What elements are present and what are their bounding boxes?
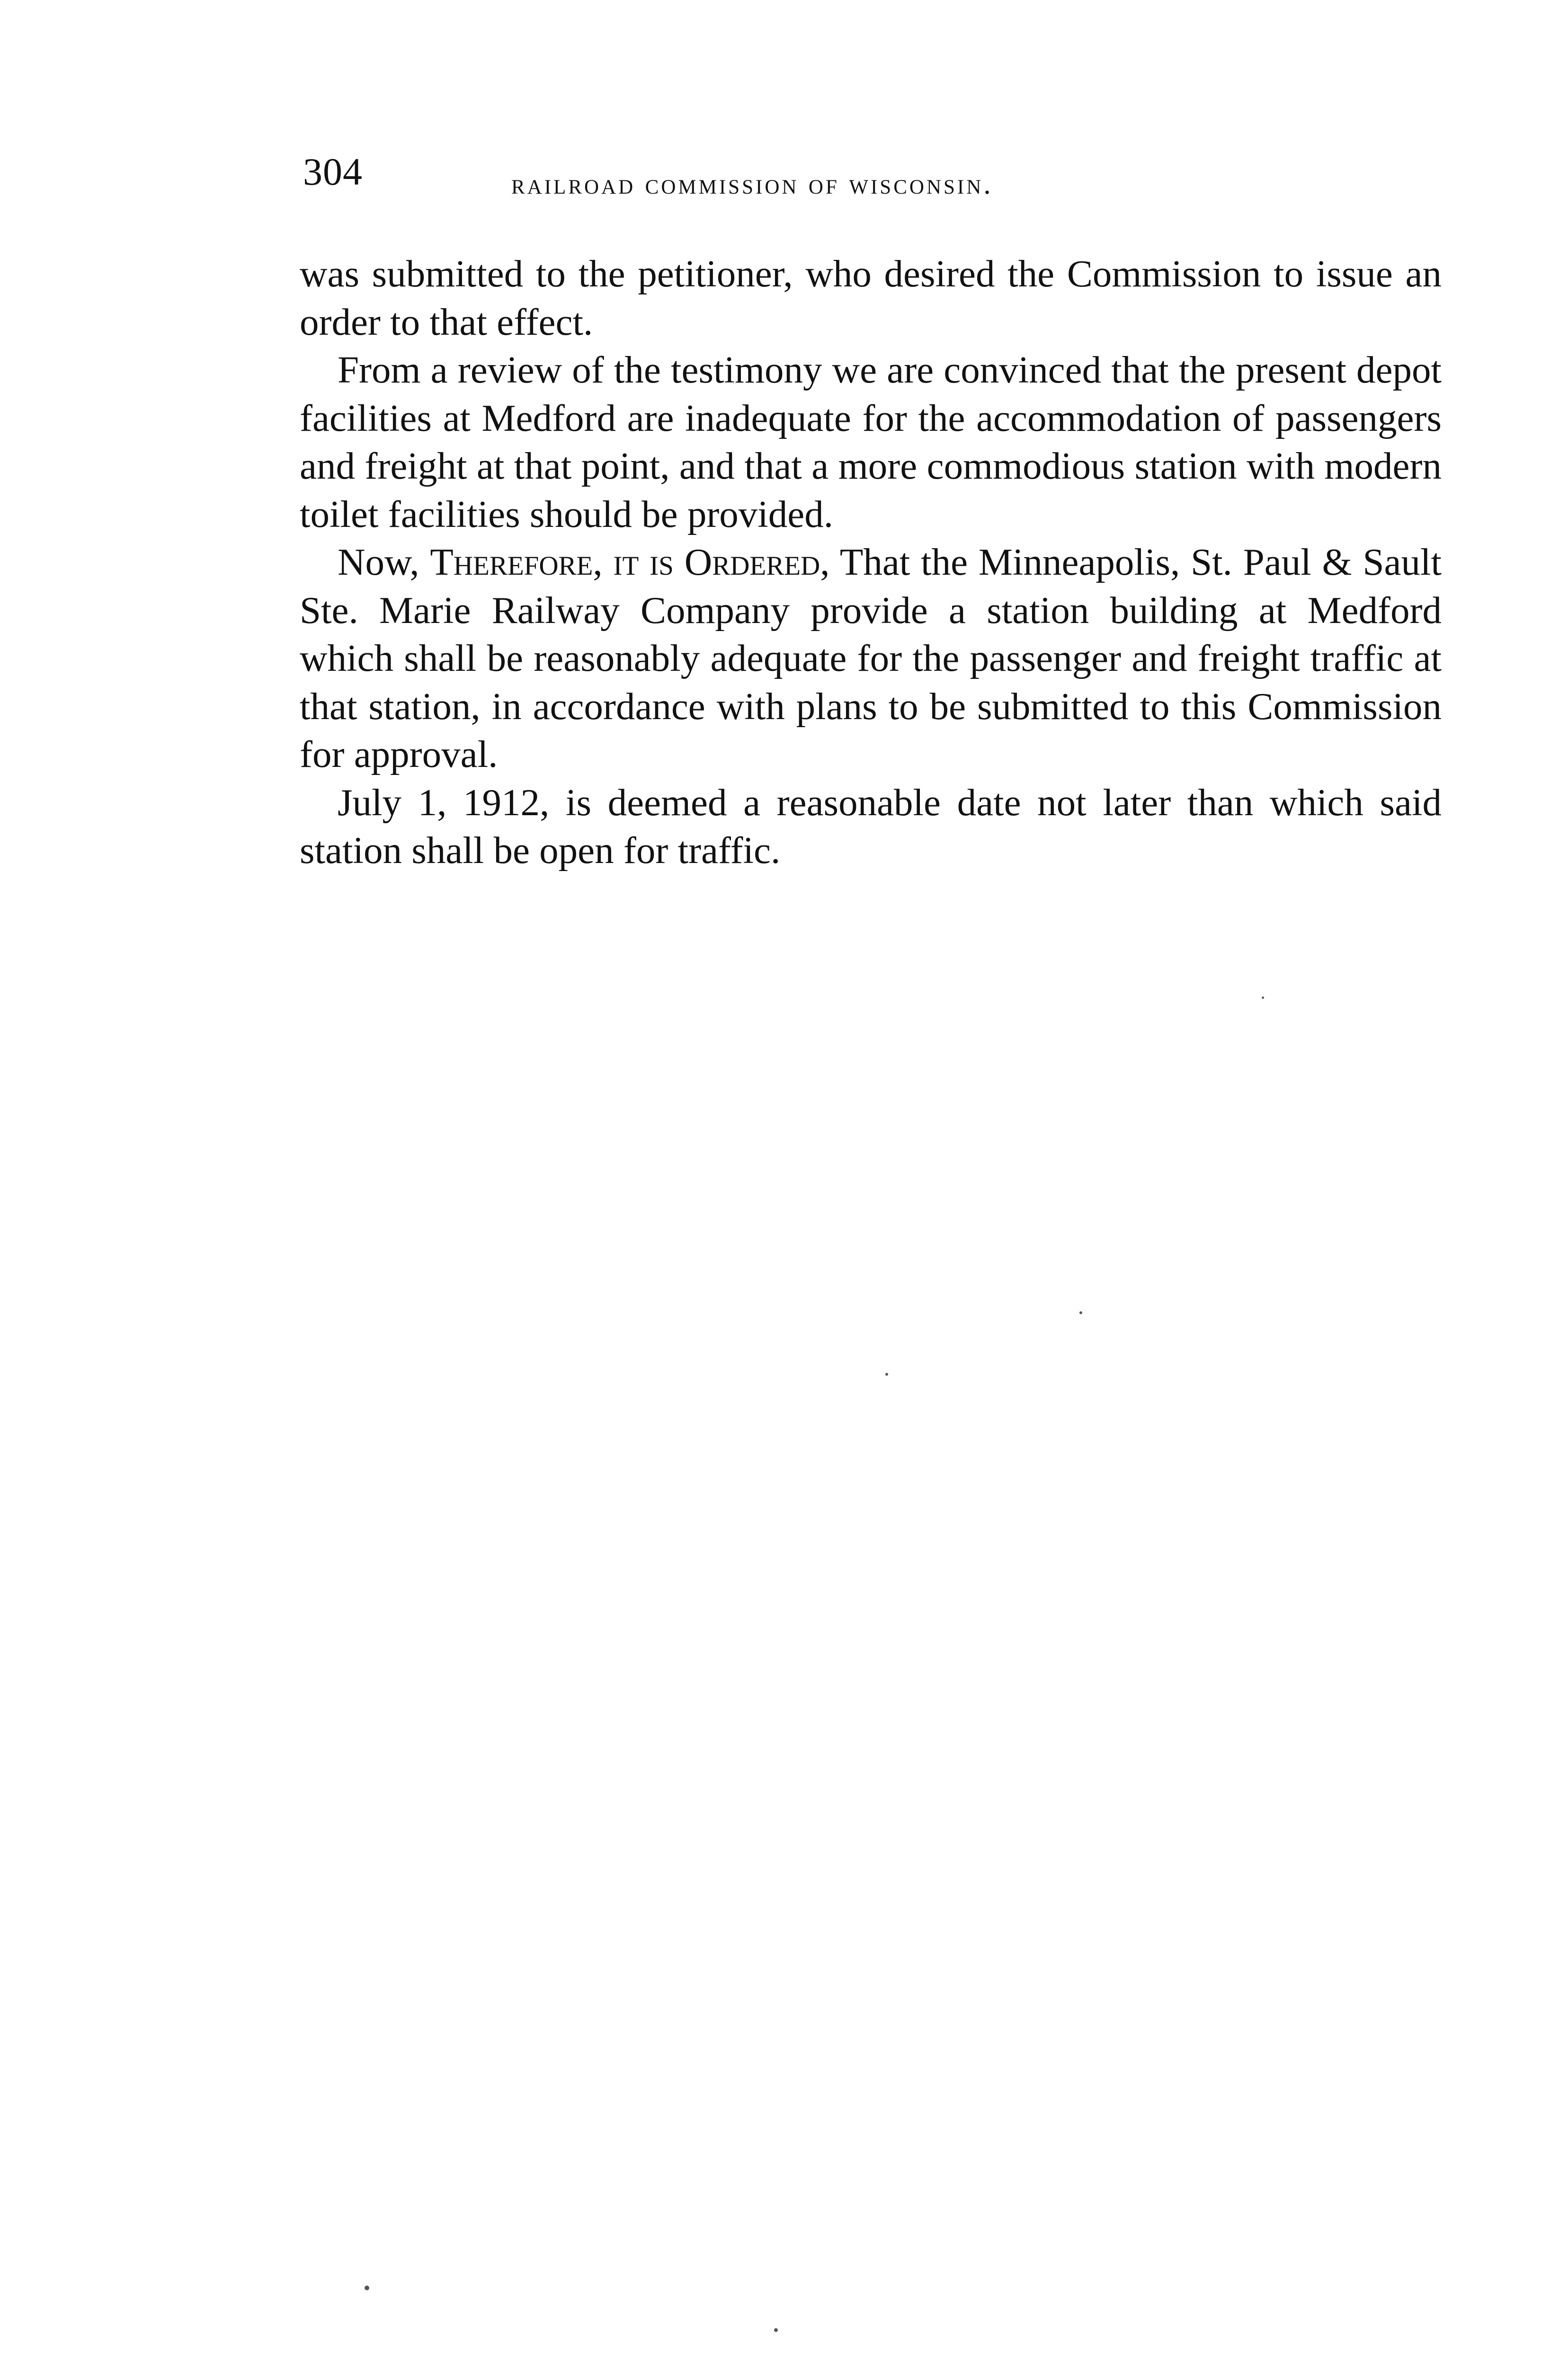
paragraph-findings: From a review of the testimony we are convinced that the present depot facilities at Medford are inadequate for the accommodation of passengers and freight at that point, and that a more commodious station with modern toilet facilities should be provided. (300, 348, 1442, 535)
paragraph-order (300, 538, 1442, 779)
scan-speck (1079, 1311, 1082, 1314)
paragraph-deadline: July 1, 1912, is deemed a reasonable date not later than which said station shall be open for traffic. (300, 781, 1442, 872)
scan-speck (365, 2286, 369, 2290)
order-text: That the Minneapolis, St. Paul & Sault Ste. Marie Railway Company provide a station building at Medford which shall be reasonably adequate for the passenger and freight traffic at that station, in accordance with plans to be submitted to this Commission for approval. (300, 541, 1442, 775)
order-lead-now: Now, (338, 541, 419, 583)
body-text (300, 250, 1442, 875)
order-lead-therefore: Therefore, (430, 541, 603, 583)
order-lead-it-is: it is (613, 541, 674, 583)
page-number: 304 (303, 150, 363, 193)
order-lead-ordered: Ordered, (684, 541, 830, 583)
scan-speck (1262, 997, 1264, 999)
scan-speck (885, 1373, 888, 1376)
paragraph-continuation: was submitted to the petitioner, who desired the Commission to issue an order to that effect. (300, 252, 1442, 343)
scan-speck (774, 2328, 778, 2332)
page-header (0, 0, 1568, 237)
running-head: railroad commission of wisconsin. (511, 168, 993, 200)
